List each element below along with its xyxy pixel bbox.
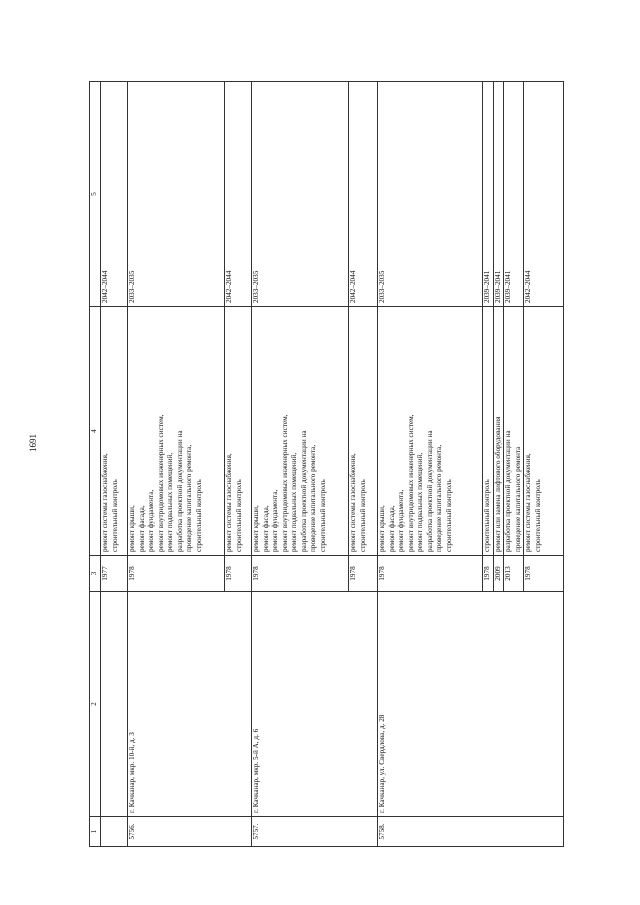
works-cell <box>524 307 564 556</box>
header-cell: 4 <box>90 307 101 556</box>
period-cell: 2039–2041 <box>493 82 504 307</box>
year-cell: 1978 <box>128 556 225 592</box>
year-cell: 1978 <box>225 556 252 592</box>
work-line: ремонт фундамента, <box>271 489 279 552</box>
work-line: ремонт фасада, <box>137 505 146 552</box>
work-line: строительный контроль <box>194 479 203 552</box>
period-cell: 2042–2044 <box>225 82 252 307</box>
address-cell: г. Качканар, мкр. 5-й А, д. 6 <box>252 592 378 817</box>
row-number: 5757. <box>252 817 378 847</box>
header-cell: 5 <box>90 82 101 307</box>
repair-schedule-table <box>89 81 564 847</box>
header-row <box>90 82 101 847</box>
work-line: ремонт фундамента, <box>397 489 405 552</box>
year-cell: 1978 <box>524 556 564 592</box>
work-line: ремонт системы газоснабжения, <box>524 453 532 552</box>
table-row <box>252 82 349 847</box>
year-cell: 2009 <box>493 556 504 592</box>
table-row <box>101 82 128 847</box>
works-cell <box>252 307 349 556</box>
work-line: ремонт внутридомовых инженерных систем, <box>280 414 289 552</box>
address-cell: г. Качканар, ул. Свердлова, д. 28 <box>378 592 564 817</box>
works-cell <box>483 307 494 556</box>
work-line: ремонт системы газоснабжения, <box>349 453 357 552</box>
row-number: 5758. <box>378 817 564 847</box>
works-cell <box>349 307 378 556</box>
header-cell: 3 <box>90 556 101 592</box>
works-cell <box>101 307 128 556</box>
work-line: ремонт или замена лифтового оборудования <box>493 416 502 552</box>
work-line: строительный контроль <box>444 479 453 552</box>
header-cell: 1 <box>90 817 101 847</box>
period-cell: 2042–2044 <box>101 82 128 307</box>
work-line: ремонт фасада, <box>261 505 270 552</box>
page-number: 1691 <box>28 434 38 452</box>
work-line: строительный контроль <box>533 479 542 552</box>
period-cell: 2039–2041 <box>504 82 524 307</box>
work-line: ремонт фасада, <box>387 505 396 552</box>
row-number <box>101 817 128 847</box>
work-line: ремонт фундамента, <box>147 489 155 552</box>
work-line: проведение капитального ремонта, <box>435 444 443 552</box>
year-cell: 1977 <box>101 556 128 592</box>
work-line: ремонт подвальных помещений, <box>290 452 298 552</box>
address-cell: г. Качканар, мкр. 10-й, д. 3 <box>128 592 252 817</box>
work-line: ремонт крыши, <box>128 505 136 552</box>
rotated-table-wrapper <box>89 82 541 847</box>
work-line: ремонт системы газоснабжения, <box>225 453 233 552</box>
work-line: проведение капитального ремонта <box>513 446 522 552</box>
work-line: разработка проектной документации на <box>504 430 512 552</box>
period-cell: 2042–2044 <box>524 82 564 307</box>
work-line: разработка проектной документации на <box>299 430 308 552</box>
period-cell: 2039–2041 <box>483 82 494 307</box>
work-line: проведение капитального ремонта, <box>185 444 193 552</box>
works-cell <box>128 307 225 556</box>
work-line: разработка проектной документации на <box>175 430 184 552</box>
header-cell: 2 <box>90 592 101 817</box>
work-line: ремонт системы газоснабжения, <box>101 453 109 552</box>
period-cell: 2033–2035 <box>378 82 483 307</box>
period-cell: 2042–2044 <box>349 82 378 307</box>
works-cell <box>378 307 483 556</box>
work-line: ремонт крыши, <box>252 505 260 552</box>
work-line: ремонт подвальных помещений, <box>416 452 424 552</box>
row-number: 5756. <box>128 817 252 847</box>
work-line: ремонт крыши, <box>378 505 386 552</box>
work-line: строительный контроль <box>318 479 327 552</box>
works-cell <box>225 307 252 556</box>
work-line: ремонт внутридомовых инженерных систем, <box>156 414 165 552</box>
work-line: ремонт внутридомовых инженерных систем, <box>406 414 415 552</box>
table-row <box>378 82 483 847</box>
work-line: проведение капитального ремонта, <box>309 444 317 552</box>
year-cell: 2013 <box>504 556 524 592</box>
year-cell: 1978 <box>252 556 349 592</box>
year-cell: 1978 <box>378 556 483 592</box>
work-line: разработка проектной документации на <box>425 430 434 552</box>
work-line: строительный контроль <box>358 479 367 552</box>
year-cell: 1978 <box>483 556 494 592</box>
works-cell <box>493 307 504 556</box>
year-cell: 1978 <box>349 556 378 592</box>
table-row <box>128 82 225 847</box>
period-cell: 2033–2035 <box>252 82 349 307</box>
period-cell: 2033–2035 <box>128 82 225 307</box>
work-line: строительный контроль <box>110 479 119 552</box>
works-cell <box>504 307 524 556</box>
work-line: строительный контроль <box>234 479 243 552</box>
work-line: строительный контроль <box>483 479 491 552</box>
address-cell <box>101 592 128 817</box>
work-line: ремонт подвальных помещений, <box>166 452 174 552</box>
